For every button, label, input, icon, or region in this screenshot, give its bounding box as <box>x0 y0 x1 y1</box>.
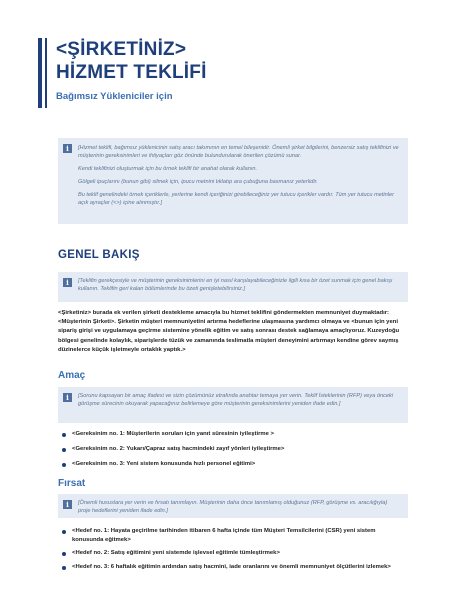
list-item: <Hedef no. 2: Satış eğitimini yeni sistemde işlevsel eğitimle tümleştirmek> <box>58 549 408 558</box>
amac-list <box>58 430 408 470</box>
intro-tip-paragraph: Gölgeli ipuçlarını (bunun gibi) silmek için, ipucu metnini tıklatıp ara çubuğuna basmanız yeterlidir. <box>78 179 318 185</box>
intro-tip-paragraph: Kendi teklifinizi oluşturmak için bu örnek teklifi bir anahat olarak kullanın. <box>78 166 258 172</box>
document-header <box>38 38 428 128</box>
firsat-tip-text: [Önemli hususlara yer verin ve fırsatı tanımlayın. Müşterinin daha önce tanımlamış olduğunuz (RFP, görüşme vs. aracılığıyla) proje hedeflerini yeniden ifade edin.] <box>78 500 388 514</box>
info-icon: i <box>63 144 72 153</box>
document-subtitle: Bağımsız Yükleniciler için <box>56 91 173 102</box>
list-item: <Gereksinim no. 2: Yukarı/Çapraz satış hacmindeki zayıf yönleri iyileştirme> <box>58 445 408 454</box>
bullet-icon <box>62 433 66 437</box>
bullet-icon <box>62 566 66 570</box>
intro-tip-paragraph: Bu teklif genelindeki örnek içeriklerle, yerlerine kendi içeriğinizi girebileceğiniz yer tutucu içerikler vardır. Tüm yer tutucu metinler açık ayraçlar (<>) içine alınmıştır.] <box>78 192 394 206</box>
company-name: <ŞİRKETİNİZ> <box>56 39 187 60</box>
bullet-icon <box>62 552 66 556</box>
overview-paragraph: <Şirketiniz> burada ek verilen şirketi destekleme amacıyla bu hizmet teklifini göndermekten memnuniyet duymaktadır: <Müşterinin Şirketi>. Şirketin müşteri memnuniyetini artırma hedeflerine ulaşmasına yardımcı olmaya ve <bunun için yeni sipariş girişi ve uygulamaya geçirme sistemine yönelik eğitim ve satış sonrası destek sağlamaya amaçlıyoruz. Kuzeydoğu bölgesi genelinde kolaylık, siparişlerde tüzük ve zamanında teslimatla müşteri deneyimini artırmayı kendine görev saymış düzinelerce küçük işletmeyle ortaklık yaptık.> <box>58 310 400 353</box>
intro-tip-box <box>58 138 408 224</box>
amac-tip-text: [Sorunu kapsayan bir amaç ifadesi ve sizin çözümünüz etrafında anahtar temaya yer verin. Teklif İsteklerinin (RFP) veya önceki görüşme sürecinin okuyarak yapacağınız belirlemeye göre müşterinin gereksinimlerini yeniden ifade edin.] <box>78 393 394 407</box>
intro-tip-paragraph: [Hizmet teklifi, bağımsız yüklenicinin satış aracı takımının en temel bileşenidir. Önemli şirket bilgilerini, benzersiz satış teklifinizi ve müşterinin gereksinimleri ve ihtiyaçları göz önünde bulundurularak önerilen çözümü sunar. <box>78 145 399 159</box>
firsat-tip-box <box>58 494 408 518</box>
document-title: HİZMET TEKLİFİ <box>56 62 207 83</box>
info-icon: i <box>63 500 72 509</box>
amac-tip-box <box>58 387 408 423</box>
list-item: <Gereksinim no. 1: Müşterilerin soruları için yanıt süresinin iyileştirme > <box>58 430 408 439</box>
list-item: <Hedef no. 3: 6 haftalık eğitimin ardından satış hacmini, iade oranlarını ve önemli memnuniyet ölçütlerini izlemek> <box>58 563 408 572</box>
overview-tip-box <box>58 272 408 302</box>
bullet-icon <box>62 463 66 467</box>
header-accent-bar-thin <box>45 38 47 108</box>
info-icon: i <box>63 278 72 287</box>
firsat-list <box>58 527 408 572</box>
info-icon: i <box>63 393 72 402</box>
list-item: <Gereksinim no. 3: Yeni sistem konusunda hızlı personel eğitimi> <box>58 460 408 469</box>
bullet-icon <box>62 530 66 534</box>
section-heading-amac: Amaç <box>58 370 86 381</box>
section-heading-overview: GENEL BAKIŞ <box>58 249 140 261</box>
bullet-icon <box>62 448 66 452</box>
header-accent-bar <box>38 38 42 108</box>
section-heading-firsat: Fırsat <box>58 478 86 489</box>
list-item: <Hedef no. 1: Hayata geçirilme tarihinden itibaren 6 hafta içinde tüm Müşteri Temsilcilerini (CSR) yeni sistem konusunda eğitmek> <box>58 527 408 545</box>
overview-tip-text: [Teklifin gerekçesiyle ve müşterinin gereksinimlerini en iyi nasıl karşılayabileceğinizle ilgili kısa bir özet sunmak için genel bakışı kullanın. Teklifin geri kalan bölümlerinde bu özeti genişletebilirsiniz.] <box>78 278 393 292</box>
